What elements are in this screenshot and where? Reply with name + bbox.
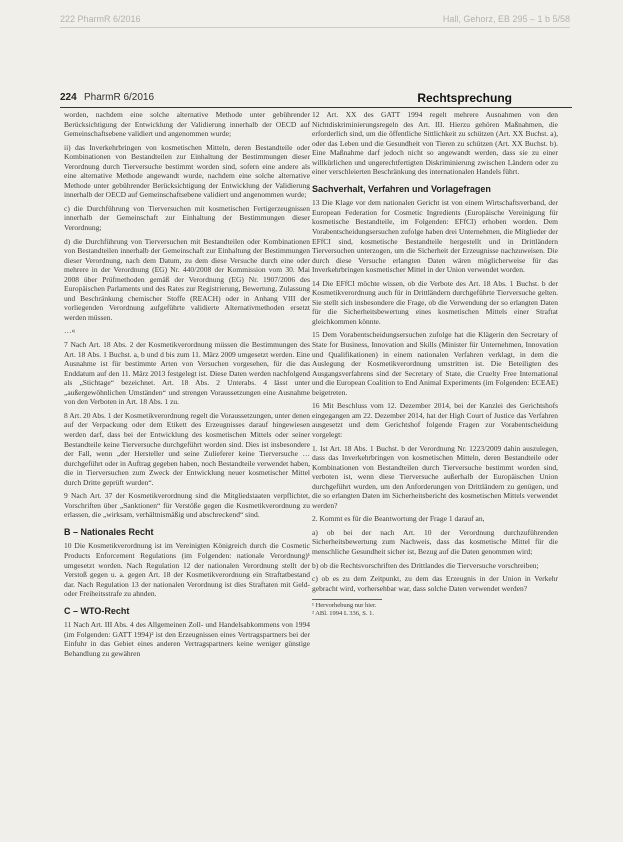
bleed-rule: [60, 27, 570, 28]
paragraph: 1. Ist Art. 18 Abs. 1 Buchst. b der Verordnung Nr. 1223/2009 dahin auszulegen, dass das Inverkehrbringen von kosmetischen Mitteln, deren Bestandteile oder Kombinationen von Bestandteilen durch Tierversuche bestimmt worden sind, verboten ist, wenn diese Tierversuche außerhalb der Europäischen Union durchgeführt wurden, um den Anforderungen von Drittländern zu genügen, und die so erlangten Daten im Sicherheitsbericht des kosmetischen Mittels verwendet werden?: [312, 443, 558, 510]
paragraph: a) ob bei der nach Art. 10 der Verordnung durchzuführenden Sicherheitsbewertung zum Nachweis, dass das kosmetische Mittel für die menschliche Gesundheit sicher ist, Bezug auf die Daten genommen wird;: [312, 527, 558, 556]
paragraph: ii) das Inverkehrbringen von kosmetischen Mitteln, deren Bestandteile oder Kombinationen von Bestandteilen zur Einhaltung der Bestimmungen dieser Verordnung durch Tierversuche bestimmt worden sind, sofern eine andere als eine alternative Methode angewandt wurde, nachdem eine solche alternative Methode unter gebührender Berücksichtigung der Entwicklung der Validierung innerhalb der OECD auf Gemeinschaftsebene validiert und angenommen wurde;: [64, 142, 310, 200]
paragraph: …«: [64, 326, 76, 336]
running-header: [60, 92, 572, 108]
header-rule: [60, 107, 572, 108]
footnote: ¹ Hervorhebung nur hier.: [312, 602, 377, 610]
paragraph: d) die Durchführung von Tierversuchen mit Bestandteilen oder Kombinationen von Bestandteilen innerhalb der Gemeinschaft zur Einhaltung der Bestimmungen dieser Verordnung, nach dem Datum, zu dem diese Versuche durch eine oder mehrere in der Verordnung (EG) Nr. 440/2008 der Kommission vom 30. Mai 2008 über Prüfmethoden gemäß der Verordnung (EG) Nr. 1907/2006 des Europäischen Parlaments und des Rates zur Registrierung, Bewertung, Zulassung und Beschränkung chemischer Stoffe (REACH) oder in Anhang VIII der vorliegenden Verordnung aufgeführte validierte Alternativmethoden ersetzt werden müssen.: [64, 236, 310, 322]
left-column: [64, 110, 310, 662]
paragraph: 9 Nach Art. 37 der Kosmetikverordnung sind die Mitgliedstaaten verpflichtet, Vorschriften über „Sanktionen“ für Verstöße gegen die Kosmetikverordnung zu erlassen, die „wirksam, verhältnismäßig und abschreckend“ sind.: [64, 491, 310, 520]
section-heading: C – WTO-Recht: [64, 605, 130, 616]
section-heading: B – Nationales Recht: [64, 526, 154, 537]
paragraph: 11 Nach Art. III Abs. 4 des Allgemeinen Zoll- und Handelsabkommens von 1994 (im Folgenden: GATT 1994)² ist den Erzeugnissen eines Vertragspartners bei der Einfuhr in das Gebiet eines anderen Vertragspartners keine weniger günstige Behandlung zu gewähren: [64, 620, 310, 658]
bleed-left-text: 222 PharmR 6/2016: [60, 14, 141, 24]
paragraph: c) ob es zu dem Zeitpunkt, zu dem das Erzeugnis in der Union in Verkehr gebracht wird, vorhersehbar war, dass solche Daten verwendet werden?: [312, 574, 558, 593]
paragraph: c) die Durchführung von Tierversuchen mit kosmetischen Fertigerzeugnissen innerhalb der Gemeinschaft zur Einhaltung der Bestimmungen dieser Verordnung;: [64, 203, 310, 233]
right-column: [312, 110, 558, 618]
paragraph: 14 Die EFfCI möchte wissen, ob die Verbote des Art. 18 Abs. 1 Buchst. b der Kosmetikverordnung auch für in Drittländern durchgeführte Tierversuche gelten. Sie stellt sich insbesondere die Frage, ob die Verwendung der so erlangten Daten für die Sicherheitsbewertung eines kosmetischen Mittels einer Straftat gleichkommen könnte.: [312, 278, 558, 326]
footnotes: [312, 599, 382, 618]
page-number: 224: [60, 92, 77, 103]
paragraph: 2. Kommt es für die Beantwortung der Frage 1 darauf an,: [312, 514, 485, 524]
paragraph: worden, nachdem eine solche alternative Methode unter gebührender Berücksichtigung der Entwicklung der Validierung innerhalb der OECD auf Gemeinschaftsebene validiert und angenommen wurde;: [64, 110, 310, 139]
paragraph: 7 Nach Art. 18 Abs. 2 der Kosmetikverordnung müssen die Bestimmungen des Art. 18 Abs. 1 Buchst. a, b und d bis zum 11. März 2009 umgesetzt werden. Eine Ausnahme ist für bestimmte Arten von Versuchen vorgesehen, für die das Enddatum auf den 11. März 2013 festgelegt ist. Diese Daten werden nachfolgend als „Stichtage“ bezeichnet. Art. 18 Abs. 2 Unterabs. 4 lässt unter „außergewöhnlichen Umständen“ und strengen Voraussetzungen eine Ausnahme von den Verboten in Art. 18 Abs. 1 zu.: [64, 340, 310, 407]
paragraph: 8 Art. 20 Abs. 1 der Kosmetikverordnung regelt die Voraussetzungen, unter denen auf der Verpackung oder dem Etikett des Erzeugnisses darauf hingewiesen werden darf, dass bei der Entwicklung des kosmetischen Mittels oder seiner Bestandteile keine Tierversuche durchgeführt worden sind. Dies ist insbesondere der Fall, wenn „der Hersteller und seine Zulieferer keine Tierversuche … durchgeführt oder in Auftrag gegeben haben, noch Bestandteile verwendet haben, die in Tierversuchen zum Zweck der Entwicklung neuer kosmetischer Mittel durch Dritte geprüft wurden“.: [64, 410, 310, 487]
paragraph: 16 Mit Beschluss vom 12. Dezember 2014, bei der Kanzlei des Gerichtshofs eingegangen am 22. Dezember 2014, hat der High Court of Justice das Verfahren ausgesetzt und dem Gerichtshof folgende Fragen zur Vorabentscheidung vorgelegt:: [312, 401, 558, 439]
journal-name: PharmR 6/2016: [84, 92, 155, 103]
section-rubric: Rechtsprechung: [417, 91, 512, 105]
paragraph: 15 Dem Vorabentscheidungsersuchen zufolge hat die Klägerin den Secretary of State for Business, Innovation and Skills (Minister für Unternehmen, Innovation und Qualifikationen) in einem nationalen Verfahren verklagt, in dem die Auslegung der Kosmetikverordnung umstritten ist. Die Beteiligten des Ausgangsverfahrens sind der Secretary of State, die Cruelty Free International und die European Coalition to End Animal Experiments (im Folgenden: ECEAE) beigetreten.: [312, 330, 558, 397]
paragraph: b) ob die Rechtsvorschriften des Drittlandes die Tierversuche vorschreiben;: [312, 560, 539, 570]
footnote: ² ABl. 1994 L 336, S. 1.: [312, 610, 375, 618]
bleed-through-header: [60, 14, 570, 32]
paragraph: 10 Die Kosmetikverordnung ist im Vereinigten Königreich durch die Cosmetic Products Enforcement Regulations (im Folgenden: nationale Verordnung)¹ umgesetzt worden. Nach Regulation 12 der nationalen Verordnung stellt der Verstoß gegen u. a. gegen Art. 18 der Kosmetikverordnung ein Straftatbestand dar. Nach Regulation 13 der nationalen Verordnung ist dies Straftaten mit Geld- oder Freiheitsstrafe zu ahnden.: [64, 541, 310, 599]
section-heading: Sachverhalt, Verfahren und Vorlagefragen: [312, 183, 491, 194]
bleed-right-text: Hall, Gehorz, EB 295 – 1 b 5/58: [442, 14, 570, 24]
paragraph: 13 Die Klage vor dem nationalen Gericht ist von einem Wirtschaftsverband, der European Federation for Cosmetic Ingredients (Europäische Vereinigung für kosmetische Bestandteile, im Folgenden: EFfCI) erhoben worden. Dem Vorabentscheidungsersuchen zufolge haben drei Unternehmen, die Mitglieder der EFfCI sind, kosmetische Bestandteile hergestellt und in Drittländern Tierversuchen unterzogen, um die Sicherheit der Erzeugnisse nachzuweisen. Die durch diese Versuche erlangten Daten wären möglicherweise für das Inverkehrbringen kosmetischer Mittel in der Union verwendet worden.: [312, 198, 558, 275]
paragraph: 12 Art. XX des GATT 1994 regelt mehrere Ausnahmen von den Nichtdiskriminierungsregeln des Art. III. Hierzu gehören Maßnahmen, die erforderlich sind, um die öffentliche Sittlichkeit zu schützen (Art. XX Buchst. a), oder das Leben und die Gesundheit von Tieren zu schützen (Art. XX Buchst. b). Eine Maßnahme darf jedoch nicht so angewandt werden, dass sie zu einer willkürlichen und ungerechtfertigten Diskriminierung zwischen Ländern oder zu einer verschleierten Beschränkung des internationalen Handels führt.: [312, 110, 558, 177]
